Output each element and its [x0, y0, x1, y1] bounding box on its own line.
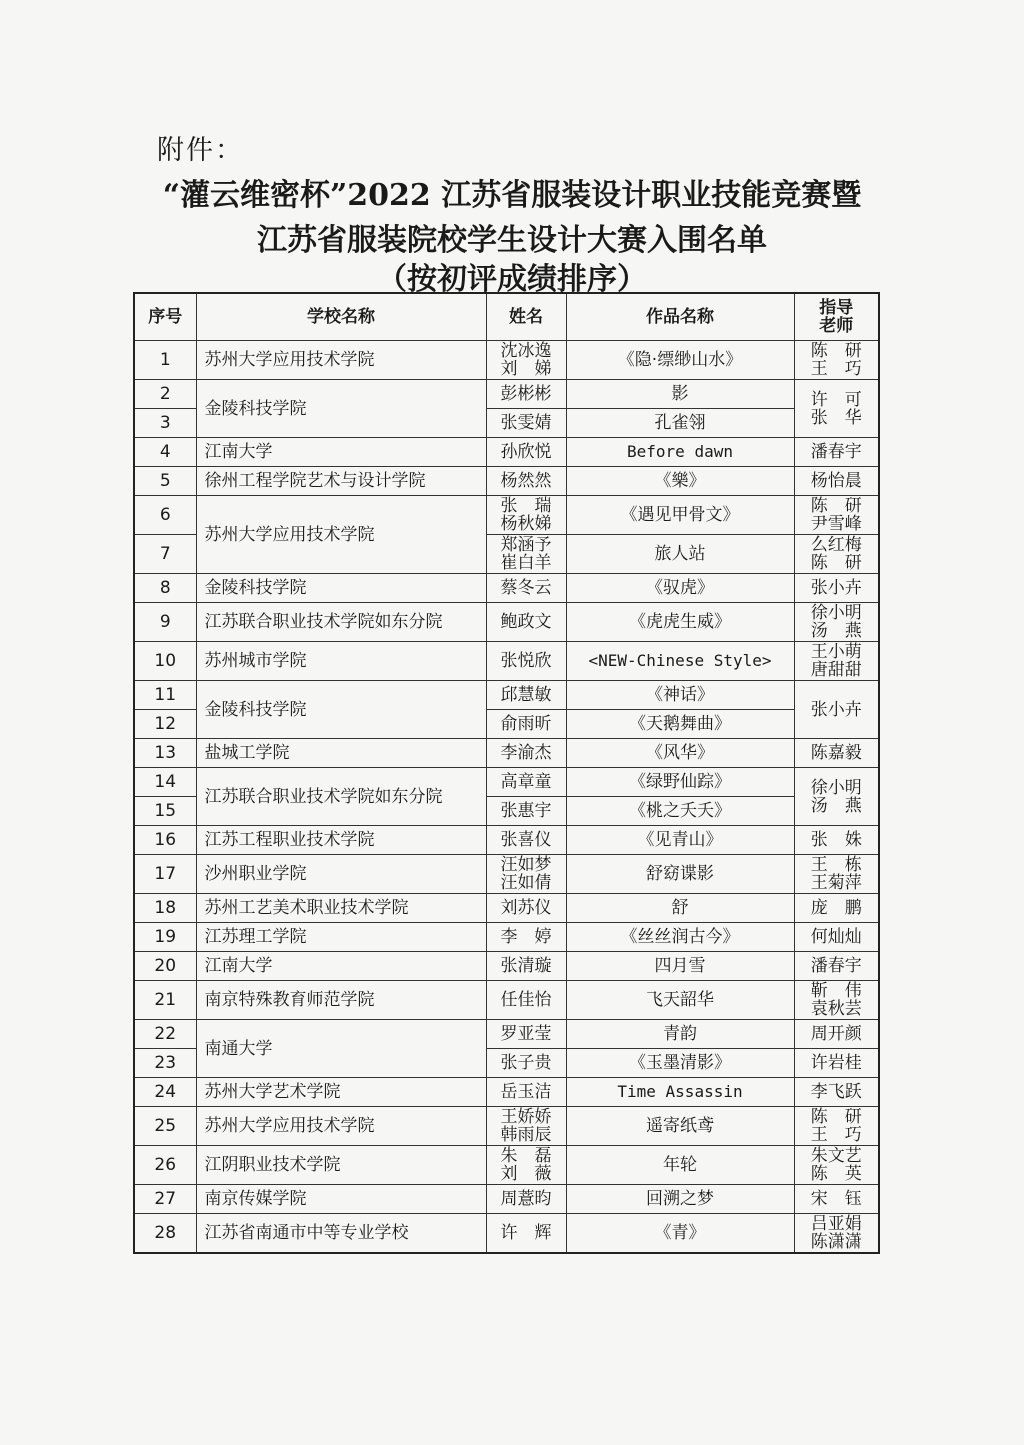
cell-teacher-2: 张 华 — [810, 407, 862, 428]
cell-school: 苏州大学应用技术学院 — [196, 341, 486, 380]
cell-school: 江苏理工学院 — [196, 923, 486, 952]
cell-no: 7 — [134, 535, 196, 574]
cell-work: 飞天韶华 — [566, 981, 794, 1020]
cell-teacher-1: 许 可 — [810, 389, 862, 410]
cell-school: 苏州城市学院 — [196, 642, 486, 681]
cell-teacher-2: 唐甜甜 — [810, 660, 862, 680]
cell-name — [486, 341, 566, 380]
cell-no: 11 — [134, 681, 196, 710]
table-row — [134, 467, 879, 496]
table-row — [134, 855, 879, 894]
table-row — [134, 826, 879, 855]
cell-school: 沙州职业学院 — [196, 855, 486, 894]
cell-work: Time Assassin — [566, 1078, 794, 1107]
cell-work: <NEW-Chinese Style> — [566, 642, 794, 681]
table-row — [134, 574, 879, 603]
cell-name-1: 沈冰逸 — [500, 341, 552, 361]
cell-name: 张清璇 — [486, 952, 566, 981]
cell-work: 《遇见甲骨文》 — [566, 496, 794, 535]
cell-school: 南京传媒学院 — [196, 1185, 486, 1214]
cell-school: 金陵科技学院 — [196, 681, 486, 739]
cell-teacher-1: 么红梅 — [810, 535, 862, 555]
cell-teacher — [794, 535, 879, 574]
header-teacher — [794, 293, 879, 341]
cell-teacher: 许岩桂 — [794, 1049, 879, 1078]
cell-work: 《神话》 — [566, 681, 794, 710]
cell-work: 《虎虎生威》 — [566, 603, 794, 642]
cell-name — [486, 1107, 566, 1146]
cell-no: 27 — [134, 1185, 196, 1214]
cell-name: 蔡冬云 — [486, 574, 566, 603]
cell-teacher-2: 陈 英 — [810, 1164, 862, 1184]
cell-work: 孔雀翎 — [566, 409, 794, 438]
table-row — [134, 1185, 879, 1214]
cell-teacher — [794, 855, 879, 894]
cell-no: 16 — [134, 826, 196, 855]
cell-no: 18 — [134, 894, 196, 923]
cell-name — [486, 855, 566, 894]
cell-teacher-2: 汤 燕 — [810, 795, 862, 816]
cell-name: 张雯婧 — [486, 409, 566, 438]
title-line-3: （按初评成绩排序） — [377, 262, 647, 297]
cell-name-2: 刘 娣 — [500, 359, 552, 379]
cell-no: 14 — [134, 768, 196, 797]
table-row — [134, 952, 879, 981]
cell-name: 邱慧敏 — [486, 681, 566, 710]
table-row — [134, 923, 879, 952]
cell-no: 15 — [134, 797, 196, 826]
title-line-1: “灌云维密杯”2022 江苏省服装设计职业技能竞赛暨 — [162, 178, 862, 213]
cell-school: 徐州工程学院艺术与设计学院 — [196, 467, 486, 496]
cell-name-1: 张 瑞 — [500, 496, 552, 516]
cell-work: 影 — [566, 380, 794, 409]
cell-teacher-2: 王菊萍 — [810, 873, 862, 893]
cell-no: 8 — [134, 574, 196, 603]
cell-teacher: 张 姝 — [794, 826, 879, 855]
cell-no: 21 — [134, 981, 196, 1020]
cell-teacher: 杨怡晨 — [794, 467, 879, 496]
cell-name: 杨然然 — [486, 467, 566, 496]
cell-teacher — [794, 1146, 879, 1185]
cell-teacher — [794, 496, 879, 535]
header-work: 作品名称 — [566, 293, 794, 341]
cell-school: 苏州大学应用技术学院 — [196, 1107, 486, 1146]
cell-work: 《青》 — [566, 1214, 794, 1254]
cell-teacher-2: 汤 燕 — [810, 621, 862, 641]
cell-teacher: 庞 鹏 — [794, 894, 879, 923]
cell-teacher — [794, 768, 879, 826]
cell-name-2: 崔白羊 — [500, 553, 552, 573]
table-row — [134, 894, 879, 923]
cell-no: 23 — [134, 1049, 196, 1078]
cell-school: 苏州工艺美术职业技术学院 — [196, 894, 486, 923]
cell-teacher-1: 朱文艺 — [810, 1146, 862, 1166]
table-row — [134, 739, 879, 768]
cell-no: 17 — [134, 855, 196, 894]
cell-teacher-1: 徐小明 — [810, 777, 862, 798]
header-name: 姓名 — [486, 293, 566, 341]
cell-name: 孙欣悦 — [486, 438, 566, 467]
cell-work: 《绿野仙踪》 — [566, 768, 794, 797]
cell-teacher — [794, 603, 879, 642]
table-row — [134, 642, 879, 681]
cell-no: 5 — [134, 467, 196, 496]
cell-teacher: 潘春宇 — [794, 952, 879, 981]
cell-name: 张悦欣 — [486, 642, 566, 681]
cell-school: 金陵科技学院 — [196, 574, 486, 603]
cell-name: 李 婷 — [486, 923, 566, 952]
cell-name-2: 汪如倩 — [500, 873, 552, 893]
cell-school: 江苏工程职业技术学院 — [196, 826, 486, 855]
title-line-2: 江苏省服装院校学生设计大赛入围名单 — [257, 223, 767, 258]
cell-name: 周薏昀 — [486, 1185, 566, 1214]
header-school: 学校名称 — [196, 293, 486, 341]
cell-name: 俞雨昕 — [486, 710, 566, 739]
cell-name-1: 郑涵予 — [500, 535, 552, 555]
cell-teacher-1: 靳 伟 — [810, 981, 862, 1001]
cell-name-1: 王娇娇 — [500, 1107, 552, 1127]
cell-no: 12 — [134, 710, 196, 739]
cell-teacher-2: 王 巧 — [810, 359, 862, 379]
cell-teacher-1: 王 栋 — [810, 855, 862, 875]
cell-school: 江苏联合职业技术学院如东分院 — [196, 603, 486, 642]
cell-no: 13 — [134, 739, 196, 768]
cell-name — [486, 535, 566, 574]
cell-name-2: 韩雨辰 — [500, 1125, 552, 1145]
cell-teacher: 李飞跃 — [794, 1078, 879, 1107]
cell-no: 6 — [134, 496, 196, 535]
header-no: 序号 — [134, 293, 196, 341]
cell-no: 1 — [134, 341, 196, 380]
cell-name: 岳玉洁 — [486, 1078, 566, 1107]
cell-teacher-2: 陈潇潇 — [810, 1232, 862, 1252]
cell-name: 张惠宇 — [486, 797, 566, 826]
cell-name-1: 汪如梦 — [500, 855, 552, 875]
cell-work: 《驭虎》 — [566, 574, 794, 603]
cell-no: 3 — [134, 409, 196, 438]
cell-work: 回溯之梦 — [566, 1185, 794, 1214]
cell-name-1: 朱 磊 — [500, 1146, 552, 1166]
cell-no: 9 — [134, 603, 196, 642]
cell-school: 金陵科技学院 — [196, 380, 486, 438]
table-row — [134, 1107, 879, 1146]
table-header-row — [134, 293, 879, 341]
cell-work: 《桃之夭夭》 — [566, 797, 794, 826]
cell-work: 《丝丝润古今》 — [566, 923, 794, 952]
cell-name-2: 刘 薇 — [500, 1164, 552, 1184]
cell-no: 10 — [134, 642, 196, 681]
table-row — [134, 981, 879, 1020]
cell-no: 20 — [134, 952, 196, 981]
cell-work: 《风华》 — [566, 739, 794, 768]
cell-name: 许 辉 — [486, 1214, 566, 1254]
cell-work: 舒 — [566, 894, 794, 923]
table-row — [134, 603, 879, 642]
cell-school: 江阴职业技术学院 — [196, 1146, 486, 1185]
cell-work: Before dawn — [566, 438, 794, 467]
cell-school: 江苏联合职业技术学院如东分院 — [196, 768, 486, 826]
cell-teacher-1: 陈 研 — [810, 341, 862, 361]
cell-work: 青韵 — [566, 1020, 794, 1049]
cell-teacher — [794, 1107, 879, 1146]
cell-teacher — [794, 642, 879, 681]
cell-name: 彭彬彬 — [486, 380, 566, 409]
cell-name: 张喜仪 — [486, 826, 566, 855]
cell-school: 苏州大学艺术学院 — [196, 1078, 486, 1107]
table-row — [134, 1146, 879, 1185]
cell-teacher-2: 陈 研 — [810, 553, 862, 573]
cell-work: 年轮 — [566, 1146, 794, 1185]
cell-name-2: 杨秋娣 — [500, 514, 552, 534]
cell-teacher-1: 陈 研 — [810, 496, 862, 516]
table-row — [134, 438, 879, 467]
cell-work: 《隐·缥缈山水》 — [566, 341, 794, 380]
header-teacher-line1: 指导 — [819, 298, 854, 318]
cell-school: 南通大学 — [196, 1020, 486, 1078]
cell-name: 任佳怡 — [486, 981, 566, 1020]
cell-school: 江南大学 — [196, 952, 486, 981]
cell-teacher-2: 尹雪峰 — [810, 514, 862, 534]
cell-school: 江苏省南通市中等专业学校 — [196, 1214, 486, 1254]
table-row — [134, 496, 879, 535]
cell-no: 26 — [134, 1146, 196, 1185]
cell-teacher-2: 袁秋芸 — [810, 999, 862, 1019]
cell-teacher — [794, 1214, 879, 1254]
cell-teacher — [794, 981, 879, 1020]
cell-work: 《见青山》 — [566, 826, 794, 855]
cell-name: 罗亚莹 — [486, 1020, 566, 1049]
header-teacher-line2: 老师 — [819, 316, 854, 336]
cell-no: 22 — [134, 1020, 196, 1049]
cell-school: 苏州大学应用技术学院 — [196, 496, 486, 574]
table-row — [134, 768, 879, 797]
cell-name: 鲍政文 — [486, 603, 566, 642]
cell-work: 四月雪 — [566, 952, 794, 981]
cell-teacher: 何灿灿 — [794, 923, 879, 952]
cell-teacher: 张小卉 — [794, 574, 879, 603]
table-row — [134, 681, 879, 710]
cell-no: 2 — [134, 380, 196, 409]
cell-name: 李渝杰 — [486, 739, 566, 768]
cell-teacher: 宋 钰 — [794, 1185, 879, 1214]
cell-name — [486, 496, 566, 535]
cell-teacher: 周开颜 — [794, 1020, 879, 1049]
table-row — [134, 341, 879, 380]
cell-teacher-1: 徐小明 — [810, 603, 862, 623]
cell-work: 《天鹅舞曲》 — [566, 710, 794, 739]
cell-teacher-1: 王小萌 — [810, 642, 862, 662]
cell-name: 刘苏仪 — [486, 894, 566, 923]
cell-teacher-1: 吕亚娟 — [810, 1214, 862, 1234]
cell-teacher — [794, 380, 879, 438]
cell-school: 江南大学 — [196, 438, 486, 467]
cell-work: 《玉墨清影》 — [566, 1049, 794, 1078]
cell-no: 25 — [134, 1107, 196, 1146]
cell-teacher: 张小卉 — [794, 681, 879, 739]
table-row — [134, 1020, 879, 1049]
cell-teacher — [794, 341, 879, 380]
cell-teacher: 陈嘉毅 — [794, 739, 879, 768]
table-row — [134, 1078, 879, 1107]
cell-name — [486, 1146, 566, 1185]
cell-teacher-1: 陈 研 — [810, 1107, 862, 1127]
cell-no: 19 — [134, 923, 196, 952]
cell-work: 遥寄纸鸢 — [566, 1107, 794, 1146]
attachment-label: 附件： — [157, 135, 244, 166]
cell-no: 28 — [134, 1214, 196, 1254]
cell-work: 《樂》 — [566, 467, 794, 496]
cell-school: 南京特殊教育师范学院 — [196, 981, 486, 1020]
cell-work: 旅人站 — [566, 535, 794, 574]
cell-no: 24 — [134, 1078, 196, 1107]
table-row — [134, 1214, 879, 1254]
cell-teacher-2: 王 巧 — [810, 1125, 862, 1145]
table-row — [134, 380, 879, 409]
cell-name: 高章童 — [486, 768, 566, 797]
cell-no: 4 — [134, 438, 196, 467]
cell-name: 张子贵 — [486, 1049, 566, 1078]
cell-teacher: 潘春宇 — [794, 438, 879, 467]
finalist-table — [133, 292, 880, 1254]
cell-work: 舒窈谍影 — [566, 855, 794, 894]
cell-school: 盐城工学院 — [196, 739, 486, 768]
